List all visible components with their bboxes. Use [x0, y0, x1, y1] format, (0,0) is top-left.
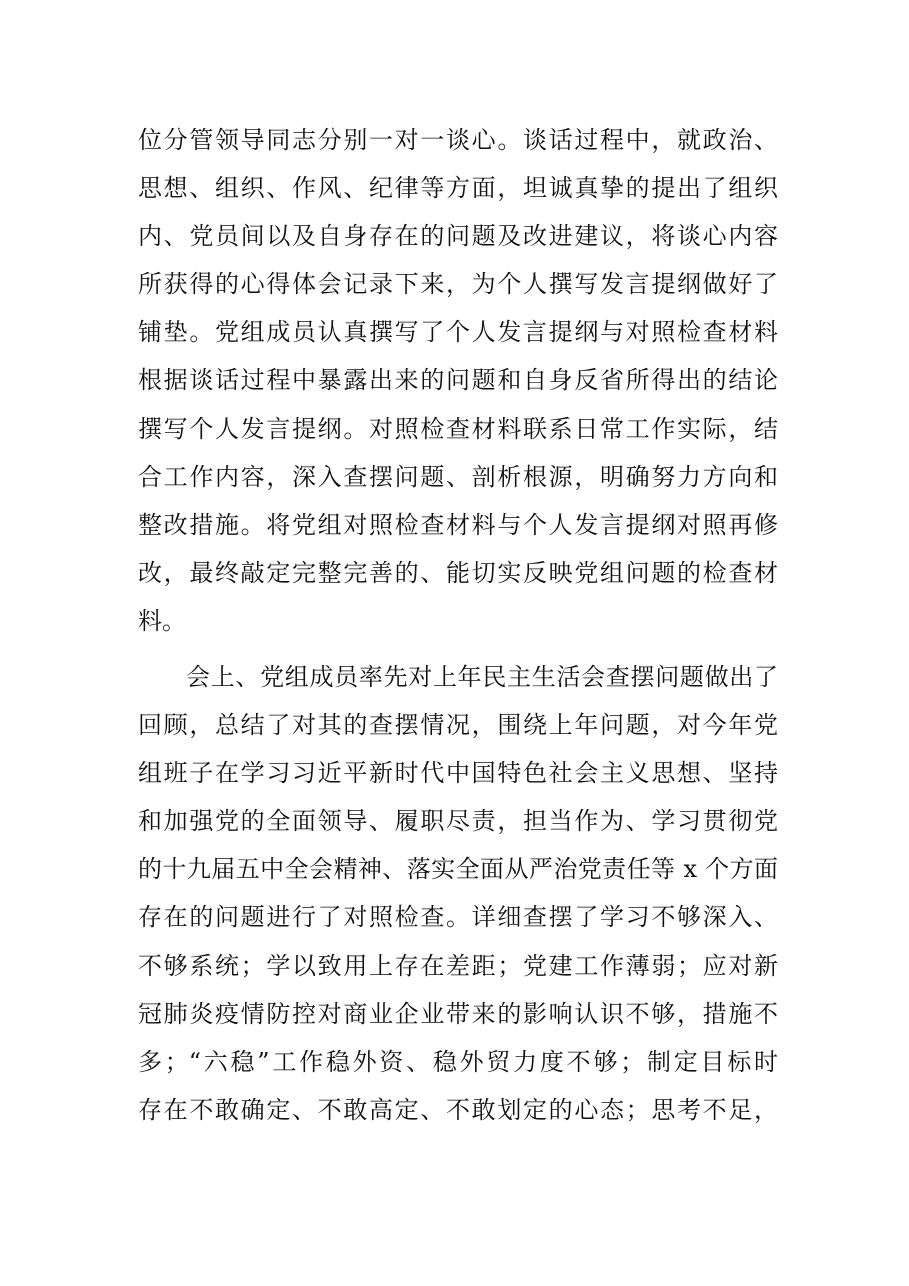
- paragraph-1-line: 位分管领导同志分别一对一谈心。谈话过程中，就政治、: [138, 126, 778, 154]
- paragraph-2-line: 组班子在学习习近平新时代中国特色社会主义思想、坚持: [138, 759, 778, 788]
- paragraph-1-line: 铺垫。党组成员认真撰写了个人发言提纲与对照检查材料: [138, 318, 778, 347]
- paragraph-1-line: 料。: [138, 606, 186, 635]
- paragraph-2-line: 和加强党的全面领导、履职尽责，担当作为、学习贯彻党: [138, 807, 778, 836]
- paragraph-1-line: 思想、组织、作风、纪律等方面，坦诚真挚的提出了组织: [138, 174, 778, 203]
- paragraph-2-line: 会上、党组成员率先对上年民主生活会查摆问题做出了: [186, 663, 778, 691]
- paragraph-1-line: 整改措施。将党组对照检查材料与个人发言提纲对照再修: [138, 510, 778, 539]
- paragraph-2-line: 的十九届五中全会精神、落实全面从严治党责任等 x 个方面: [138, 855, 778, 884]
- paragraph-1-line: 合工作内容，深入查摆问题、剖析根源，明确努力方向和: [138, 462, 778, 491]
- paragraph-1-line: 撰写个人发言提纲。对照检查材料联系日常工作实际，结: [138, 414, 778, 443]
- paragraph-1-line: 根据谈话过程中暴露出来的问题和自身反省所得出的结论: [138, 366, 778, 395]
- paragraph-2-line: 存在的问题进行了对照检查。详细查摆了学习不够深入、: [138, 903, 778, 932]
- paragraph-1: [138, 128, 778, 657]
- paragraph-2-line: 存在不敢确定、不敢高定、不敢划定的心态；思考不足，: [138, 1095, 778, 1124]
- paragraph-1-line: 所获得的心得体会记录下来，为个人撰写发言提纲做好了: [138, 270, 778, 299]
- paragraph-2-line: 回顾，总结了对其的查摆情况，围绕上年问题，对今年党: [138, 711, 778, 740]
- paragraph-2-line: 不够系统；学以致用上存在差距；党建工作薄弱；应对新: [138, 951, 778, 980]
- paragraph-2-line: 冠肺炎疫情防控对商业企业带来的影响认识不够，措施不: [138, 999, 778, 1028]
- paragraph-2-line: 多；“六稳”工作稳外资、稳外贸力度不够；制定目标时: [138, 1047, 778, 1076]
- paragraph-2: [138, 665, 778, 1146]
- paragraph-1-line: 内、党员间以及自身存在的问题及改进建议，将谈心内容: [138, 222, 778, 251]
- paragraph-1-line: 改，最终敲定完整完善的、能切实反映党组问题的检查材: [138, 558, 778, 587]
